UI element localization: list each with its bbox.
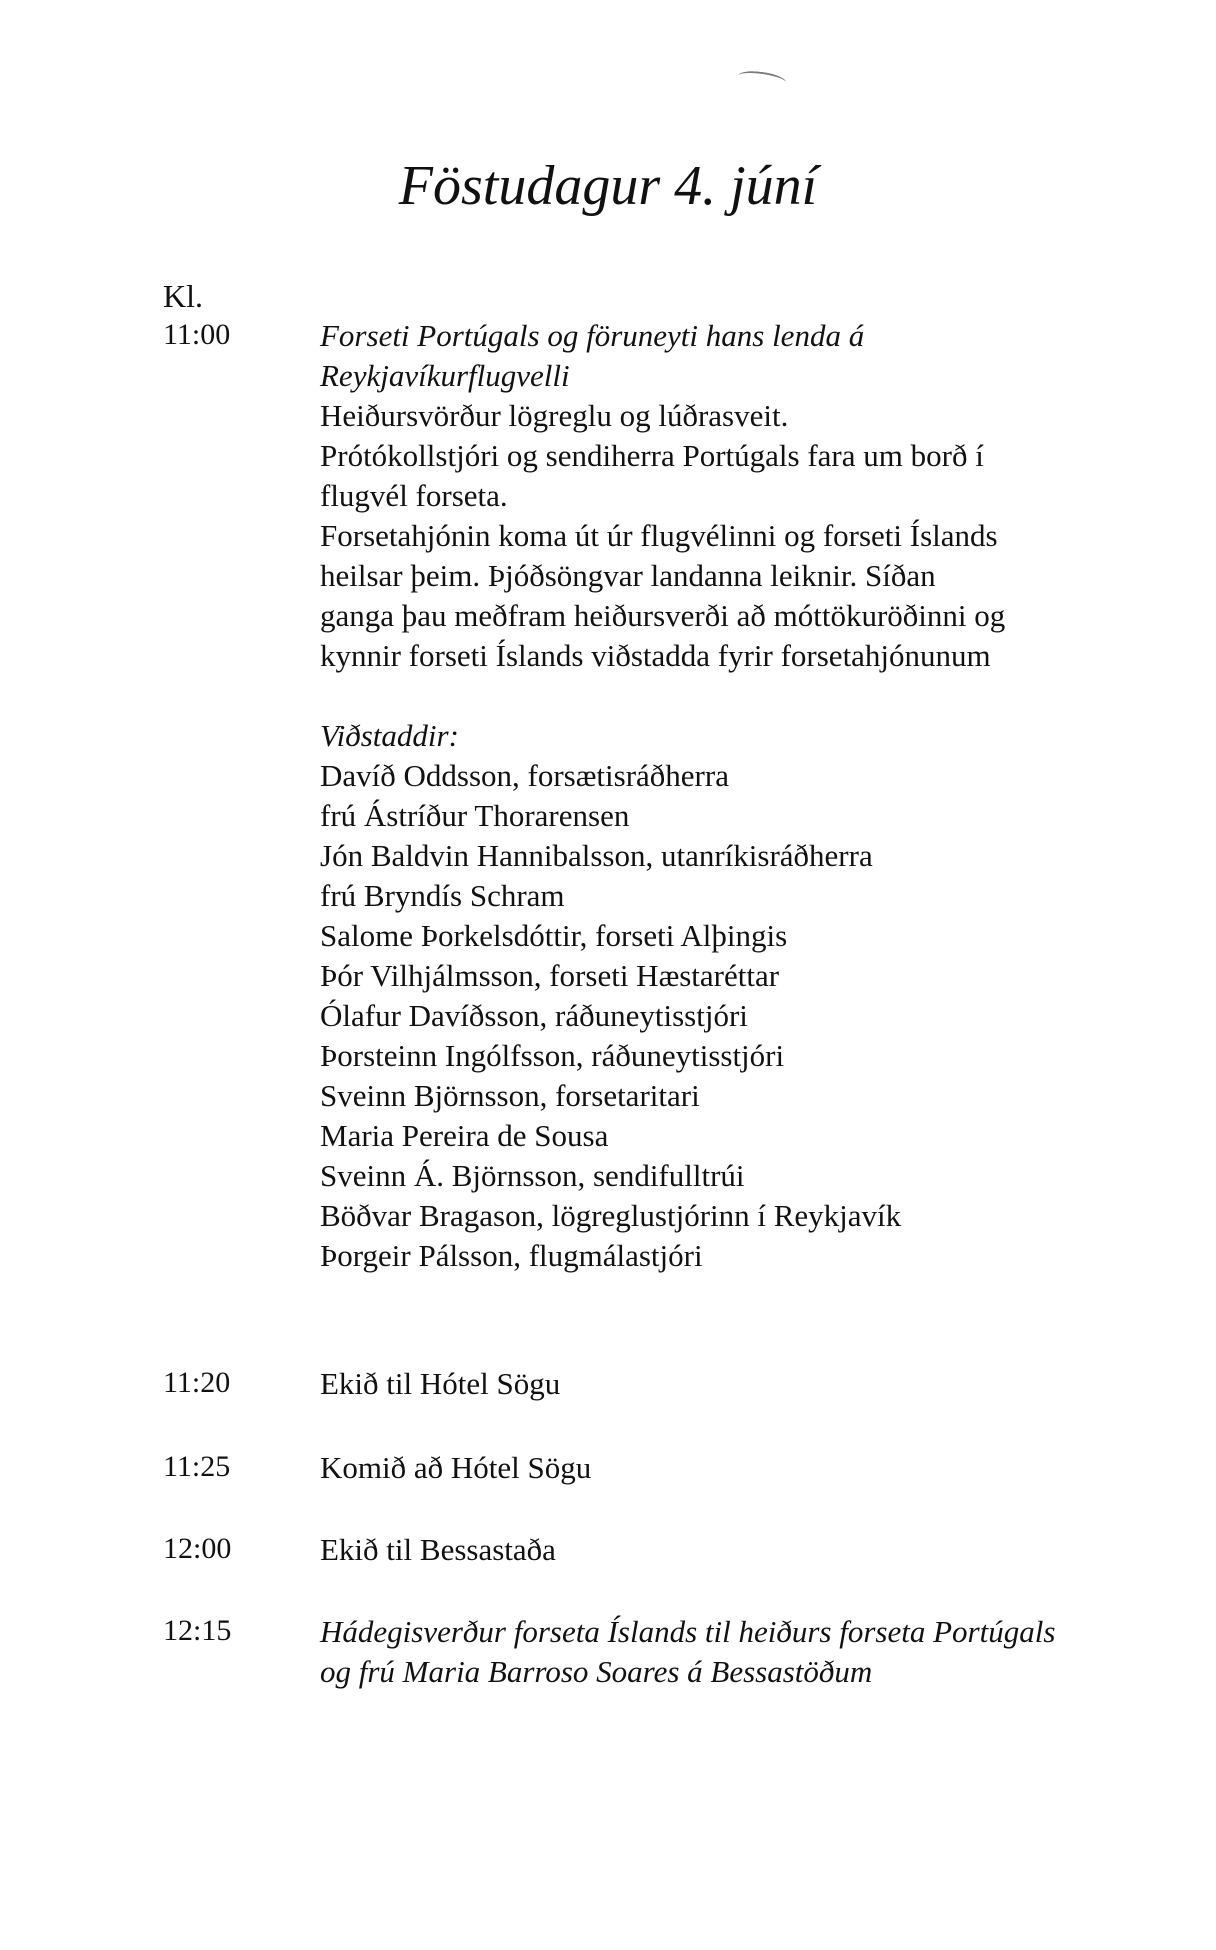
- attendee-line: frú Bryndís Schram: [320, 878, 565, 913]
- attendee-line: Sveinn Á. Björnsson, sendifulltrúi: [320, 1158, 745, 1193]
- event-text-line: Hádegisverður forseta Íslands til heiðurs forseta Portúgals: [320, 1614, 1056, 1649]
- event-text: Komið að Hótel Sögu: [320, 1450, 592, 1485]
- attendees-label: Viðstaddir:: [320, 718, 459, 753]
- attendee-line: Böðvar Bragason, lögreglustjórinn í Reykjavík: [320, 1198, 902, 1233]
- event-body-line: Prótókollstjóri og sendiherra Portúgals fara um borð í: [320, 438, 984, 473]
- schedule-item-1200: [320, 1530, 1120, 1570]
- schedule-item-1100: [320, 316, 1120, 1276]
- event-title-line: Forseti Portúgals og föruneyti hans lenda á: [320, 318, 865, 353]
- time-column-label: Kl.: [163, 278, 203, 314]
- page-mark: [737, 69, 786, 90]
- event-body-line: flugvél forseta.: [320, 478, 508, 513]
- attendee-line: Davíð Oddsson, forsætisráðherra: [320, 758, 729, 793]
- attendee-line: frú Ástríður Thorarensen: [320, 798, 630, 833]
- attendee-line: Þór Vilhjálmsson, forseti Hæstaréttar: [320, 958, 780, 993]
- event-text-line: og frú Maria Barroso Soares á Bessastöðum: [320, 1654, 873, 1689]
- attendee-line: Sveinn Björnsson, forsetaritari: [320, 1078, 700, 1113]
- attendee-line: Maria Pereira de Sousa: [320, 1118, 609, 1153]
- event-text: Ekið til Hótel Sögu: [320, 1366, 561, 1401]
- schedule-item-1120: [320, 1364, 1120, 1404]
- event-body-line: Heiðursvörður lögreglu og lúðrasveit.: [320, 398, 789, 433]
- page-title: Föstudagur 4. júní: [398, 155, 818, 217]
- event-body-line: ganga þau meðfram heiðursverði að móttökuröðinni og: [320, 598, 1006, 633]
- attendee-line: Þorgeir Pálsson, flugmálastjóri: [320, 1238, 703, 1273]
- event-body-line: Forsetahjónin koma út úr flugvélinni og forseti Íslands: [320, 518, 998, 553]
- event-title-line: Reykjavíkurflugvelli: [320, 358, 570, 393]
- time-1100: 11:00: [163, 318, 231, 351]
- attendee-line: Salome Þorkelsdóttir, forseti Alþingis: [320, 918, 788, 953]
- attendee-line: Ólafur Davíðsson, ráðuneytisstjóri: [320, 998, 748, 1033]
- time-1200: 12:00: [163, 1532, 232, 1565]
- attendee-line: Jón Baldvin Hannibalsson, utanríkisráðherra: [320, 838, 873, 873]
- attendee-line: Þorsteinn Ingólfsson, ráðuneytisstjóri: [320, 1038, 785, 1073]
- schedule-item-1215: [320, 1612, 1120, 1692]
- schedule-item-1125: [320, 1448, 1120, 1488]
- event-text: Ekið til Bessastaða: [320, 1532, 556, 1567]
- time-1215: 12:15: [163, 1614, 232, 1647]
- time-1125: 11:25: [163, 1450, 231, 1483]
- event-body-line: kynnir forseti Íslands viðstadda fyrir forsetahjónunum: [320, 638, 991, 673]
- spacer: [320, 676, 1120, 716]
- event-body-line: heilsar þeim. Þjóðsöngvar landanna leiknir. Síðan: [320, 558, 936, 593]
- time-1120: 11:20: [163, 1366, 231, 1399]
